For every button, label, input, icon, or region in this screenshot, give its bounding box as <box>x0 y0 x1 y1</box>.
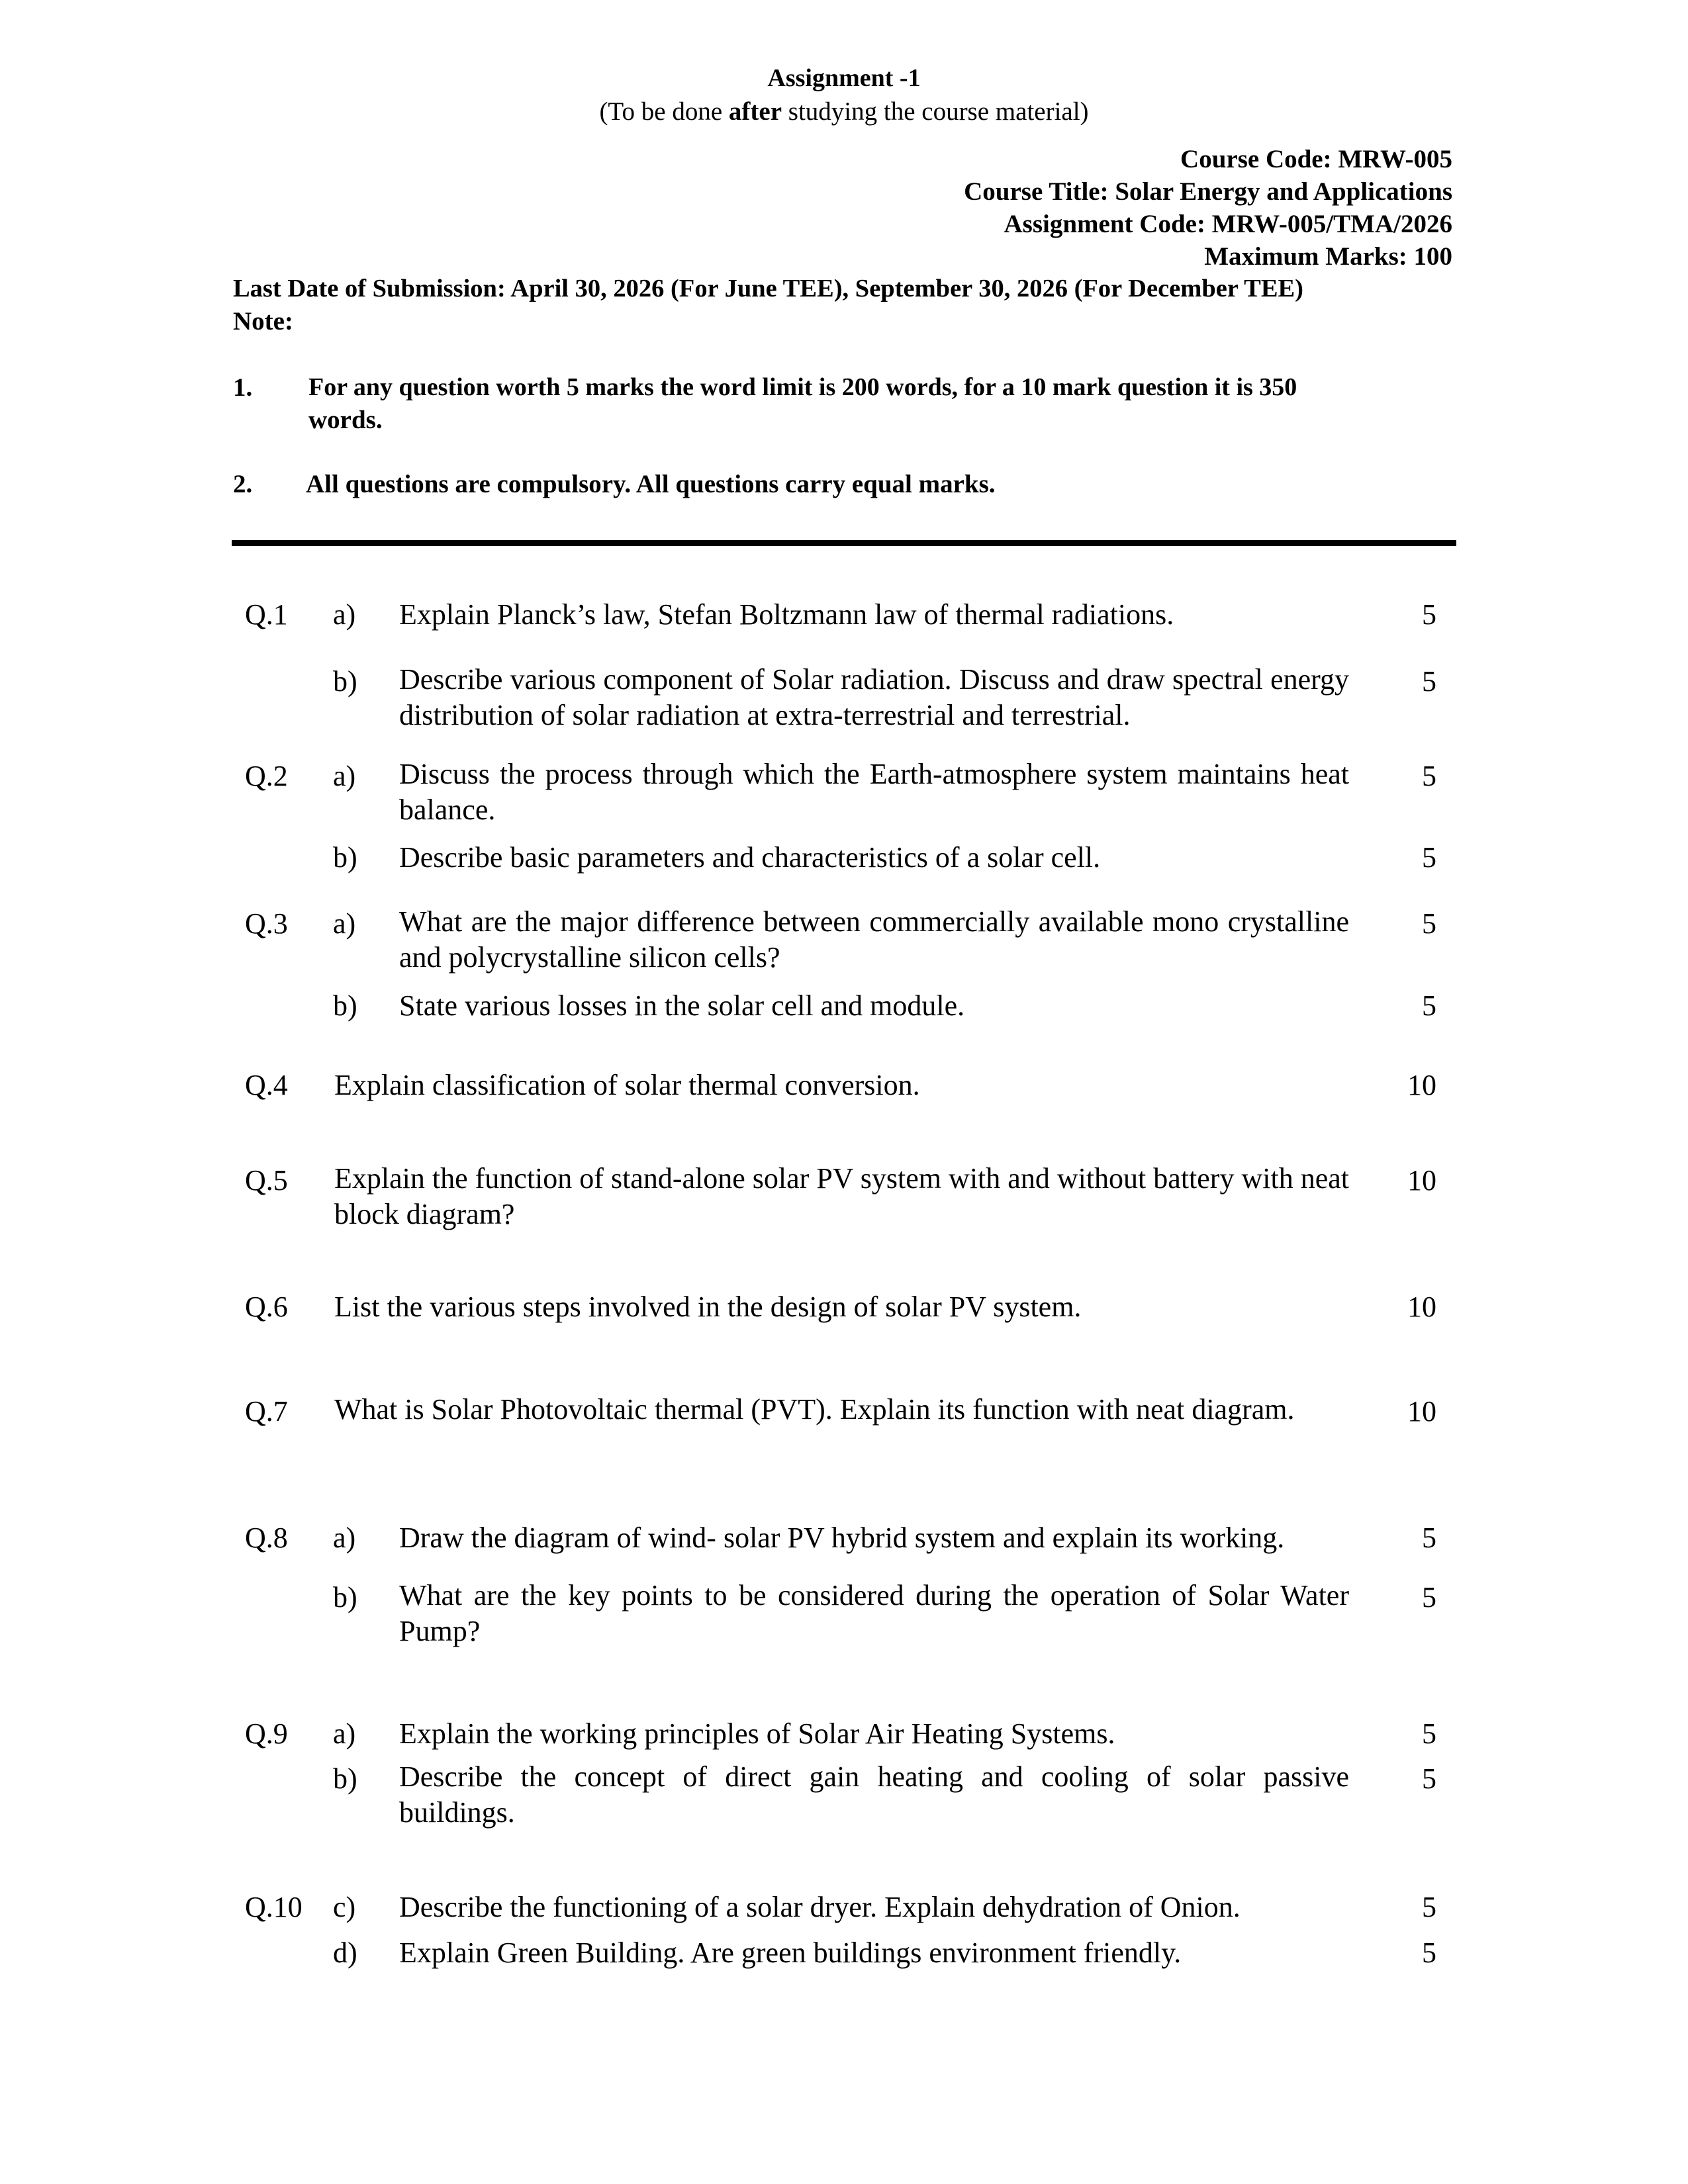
question-number-q9: Q.9 <box>245 1717 288 1750</box>
question-number-q6: Q.6 <box>245 1291 288 1323</box>
question-text-q2a: Discuss the process through which the Earth-atmosphere system maintains heat balance. <box>399 758 1349 826</box>
part-label-q8b: b) <box>333 1581 357 1614</box>
marks-q6: 10 <box>1407 1291 1436 1323</box>
marks-q5: 10 <box>1407 1164 1436 1197</box>
question-text-q7: What is Solar Photovoltaic thermal (PVT). Explain its function with neat diagram. <box>334 1393 1295 1426</box>
marks-q7: 10 <box>1407 1395 1436 1428</box>
question-text-q5: Explain the function of stand-alone solar PV system with and without battery with neat block diagram? <box>334 1162 1349 1230</box>
note-text-2: All questions are compulsory. All questions carry equal marks. <box>306 470 996 498</box>
part-label-q8a: a) <box>333 1522 356 1554</box>
question-number-q2: Q.2 <box>245 760 288 792</box>
assignment-title: Assignment -1 <box>767 64 921 92</box>
note-text-1-line2: words. <box>308 406 383 434</box>
part-label-q10c: c) <box>333 1891 356 1923</box>
question-number-q8: Q.8 <box>245 1522 288 1554</box>
header-divider <box>232 540 1456 546</box>
part-label-q3a: a) <box>333 907 356 940</box>
marks-q2b: 5 <box>1422 841 1436 874</box>
subtitle-bold: after <box>728 97 782 126</box>
question-text-q3a: What are the major difference between commercially available mono crystalline and polycrystalline silicon cells? <box>399 905 1349 974</box>
marks-q9a: 5 <box>1422 1717 1436 1750</box>
question-number-q5: Q.5 <box>245 1164 288 1197</box>
assignment-subtitle <box>0 97 1688 126</box>
note-text-1-line1: For any question worth 5 marks the word limit is 200 words, for a 10 mark question it is 350 <box>308 373 1297 401</box>
question-number-q10: Q.10 <box>245 1891 303 1923</box>
part-label-q2b: b) <box>333 841 357 874</box>
note-number-1: 1. <box>233 373 253 402</box>
question-text-q2b: Describe basic parameters and characteristics of a solar cell. <box>399 841 1101 874</box>
question-text-q1b: Describe various component of Solar radiation. Discuss and draw spectral energy distribution of solar radiation at extra-terrestrial and terrestrial. <box>399 663 1349 731</box>
maximum-marks: Maximum Marks: 100 <box>1204 242 1452 271</box>
note-number-2: 2. <box>233 470 253 498</box>
question-number-q4: Q.4 <box>245 1069 288 1101</box>
marks-q4: 10 <box>1407 1069 1436 1101</box>
course-title: Course Title: Solar Energy and Applications <box>964 177 1452 206</box>
question-text-q10d: Explain Green Building. Are green buildings environment friendly. <box>399 1936 1182 1969</box>
part-label-q3b: b) <box>333 989 357 1022</box>
question-number-q7: Q.7 <box>245 1395 288 1428</box>
note-label: Note: <box>233 307 293 336</box>
question-text-q10c: Describe the functioning of a solar dryer. Explain dehydration of Onion. <box>399 1891 1241 1923</box>
subtitle-post: studying the course material) <box>782 97 1089 126</box>
marks-q10c: 5 <box>1422 1891 1436 1923</box>
question-text-q9a: Explain the working principles of Solar Air Heating Systems. <box>399 1717 1115 1750</box>
course-code: Course Code: MRW-005 <box>1180 145 1452 173</box>
question-number-q1: Q.1 <box>245 598 288 631</box>
part-label-q9a: a) <box>333 1717 356 1750</box>
part-label-q2a: a) <box>333 760 356 792</box>
part-label-q1a: a) <box>333 598 356 631</box>
marks-q9b: 5 <box>1422 1762 1436 1795</box>
question-text-q9b: Describe the concept of direct gain heating and cooling of solar passive buildings. <box>399 1760 1349 1829</box>
question-text-q4: Explain classification of solar thermal conversion. <box>334 1069 920 1101</box>
question-text-q8b: What are the key points to be considered during the operation of Solar Water Pump? <box>399 1579 1349 1647</box>
question-text-q8a: Draw the diagram of wind- solar PV hybrid system and explain its working. <box>399 1522 1285 1554</box>
marks-q1a: 5 <box>1422 598 1436 631</box>
marks-q8b: 5 <box>1422 1581 1436 1614</box>
marks-q2a: 5 <box>1422 760 1436 792</box>
question-text-q6: List the various steps involved in the design of solar PV system. <box>334 1291 1082 1323</box>
marks-q1b: 5 <box>1422 665 1436 698</box>
question-text-q1a: Explain Planck’s law, Stefan Boltzmann law of thermal radiations. <box>399 598 1174 631</box>
question-text-q3b: State various losses in the solar cell and module. <box>399 989 965 1022</box>
part-label-q1b: b) <box>333 665 357 698</box>
question-number-q3: Q.3 <box>245 907 288 940</box>
marks-q8a: 5 <box>1422 1522 1436 1554</box>
assignment-code: Assignment Code: MRW-005/TMA/2026 <box>1004 210 1452 238</box>
part-label-q9b: b) <box>333 1762 357 1795</box>
marks-q3a: 5 <box>1422 907 1436 940</box>
part-label-q10d: d) <box>333 1936 357 1969</box>
subtitle-pre: (To be done <box>599 97 729 126</box>
marks-q10d: 5 <box>1422 1936 1436 1969</box>
marks-q3b: 5 <box>1422 989 1436 1022</box>
last-date-of-submission: Last Date of Submission: April 30, 2026 (For June TEE), September 30, 2026 (For December TEE) <box>233 275 1303 302</box>
